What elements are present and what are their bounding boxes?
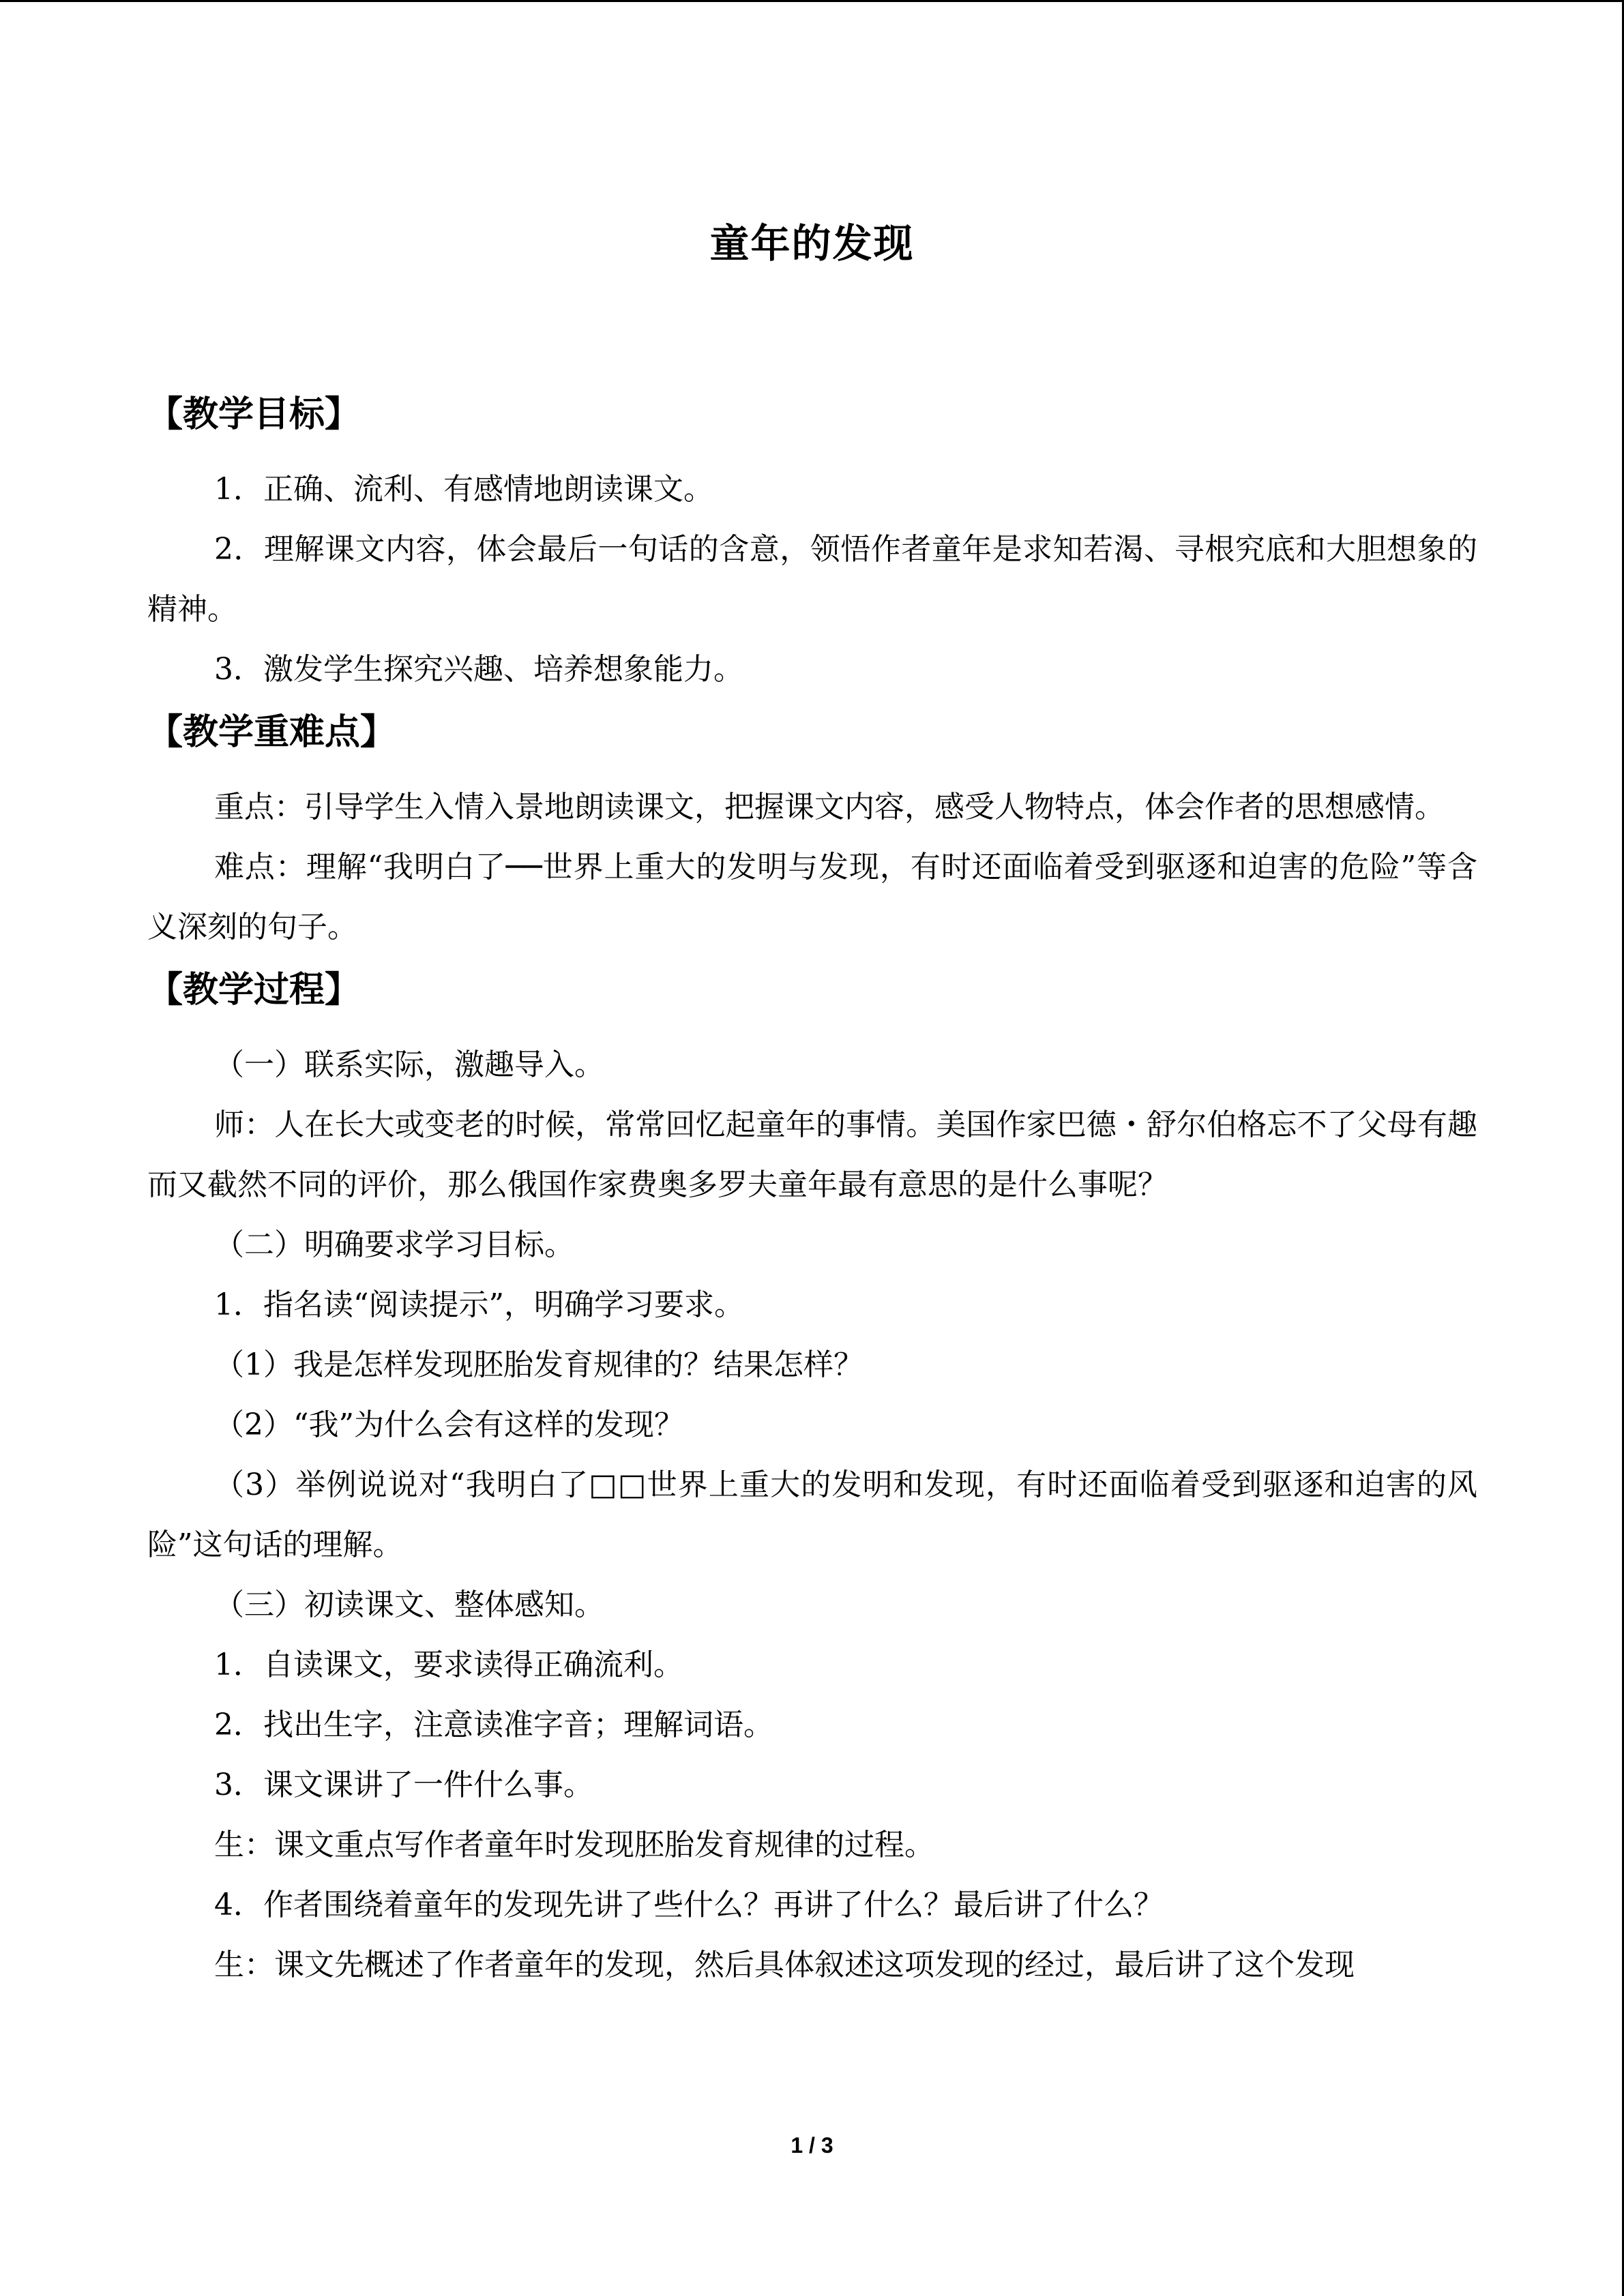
process-paragraph: 1．自读课文，要求读得正确流利。 [214,1648,683,1682]
page-number: 1 / 3 [791,2133,833,2158]
section-heading-objectives: 【教学目标】 [147,393,361,435]
process-paragraph: 3．课文课讲了一件什么事。 [214,1768,593,1802]
document-body [147,382,1477,1995]
section-heading-process: 【教学过程】 [147,969,361,1011]
page-top-border [0,0,1624,2]
objective-item-1: 1．正确、流利、有感情地朗读课文。 [214,472,713,507]
process-paragraph: 生：课文先概述了作者童年的发现，然后具体叙述这项发现的经过，最后讲了这个发现 [214,1948,1355,1982]
section-heading-key-points: 【教学重难点】 [147,711,396,753]
document-title: 童年的发现 [709,220,915,267]
objective-item-3: 3．激发学生探究兴趣、培养想象能力。 [214,652,743,687]
key-point-paragraph: 重点：引导学生入情入景地朗读课文，把握课文内容，感受人物特点，体会作者的思想感情。 [214,790,1445,824]
process-paragraph: （三）初读课文、整体感知。 [214,1587,604,1622]
process-paragraph: 4．作者围绕着童年的发现先讲了些什么？再讲了什么？最后讲了什么？ [214,1888,1164,1922]
difficult-point-paragraph: 难点：理解“我明白了──世界上重大的发明与发现，有时还面临着受到驱逐和迫害的危险”等含义深刻的句子。 [147,850,1477,944]
process-paragraph: （2）“我”为什么会有这样的发现？ [214,1407,684,1442]
process-paragraph: （一）联系实际，激趣导入。 [214,1047,604,1082]
process-paragraph: 生：课文重点写作者童年时发现胚胎发育规律的过程。 [214,1828,934,1862]
objective-item-2: 2．理解课文内容，体会最后一句话的含意，领悟作者童年是求知若渴、寻根究底和大胆想象的精神。 [147,532,1477,627]
process-paragraph: （1）我是怎样发现胚胎发育规律的？结果怎样？ [214,1347,863,1382]
process-paragraph: 师：人在长大或变老的时候，常常回忆起童年的事情。美国作家巴德・舒尔伯格忘不了父母有趣而又截然不同的评价，那么俄国作家费奥多罗夫童年最有意思的是什么事呢？ [147,1107,1477,1202]
process-paragraph: （3）举例说说对“我明白了□□世界上重大的发明和发现，有时还面临着受到驱逐和迫害的风险”这句话的理解。 [147,1467,1477,1562]
process-paragraph: 1．指名读“阅读提示”，明确学习要求。 [214,1287,744,1322]
process-paragraph: （二）明确要求学习目标。 [214,1227,574,1262]
process-paragraph: 2．找出生字，注意读准字音；理解词语。 [214,1708,773,1742]
